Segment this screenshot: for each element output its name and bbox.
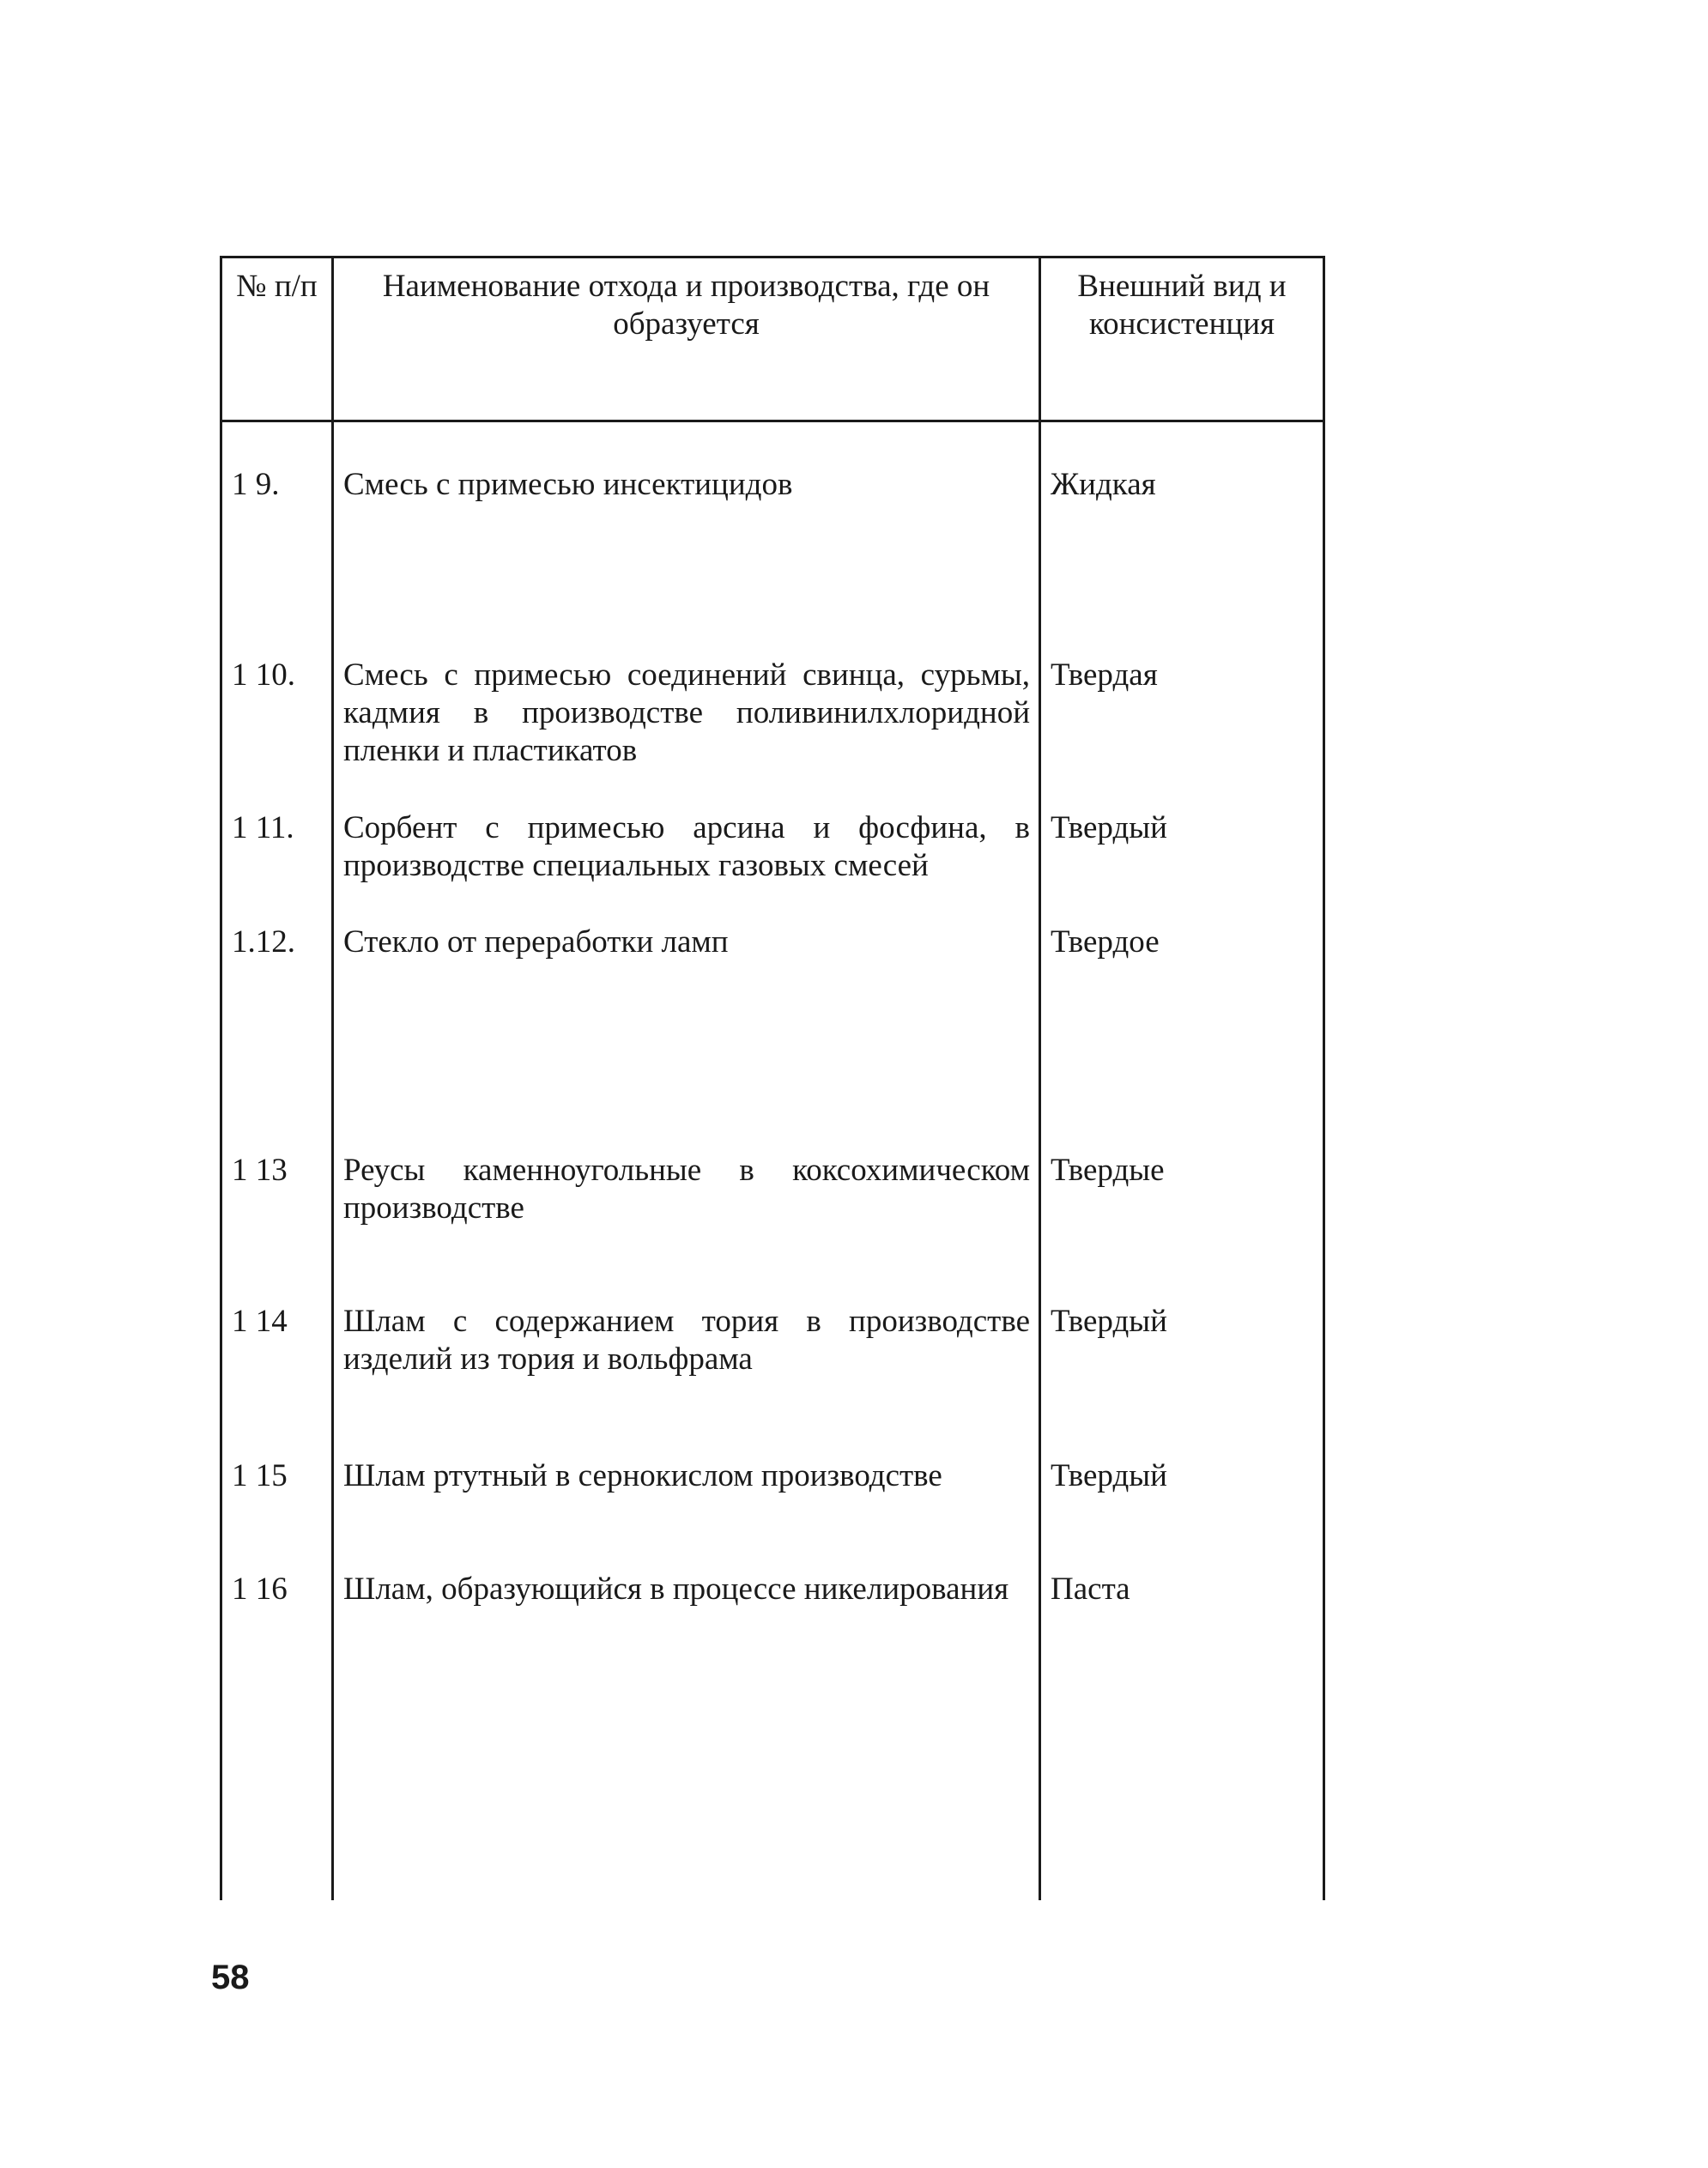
row-number: 1 9. [232, 467, 280, 502]
row-name: Сорбент с примесью арсина и фосфина, в производстве специальных газовых смесей [343, 810, 1030, 883]
row-number: 1 14 [232, 1304, 288, 1339]
row-name: Шлам, образующийся в процессе никелирования [343, 1571, 1009, 1607]
header-number: № п/п [236, 269, 318, 304]
row-name: Шлам ртутный в сернокислом производстве [343, 1458, 942, 1493]
row-number: 1 13 [232, 1153, 288, 1188]
row-appearance: Твердый [1051, 810, 1167, 845]
header-appearance: Внешний вид и консистенция [1077, 269, 1287, 342]
row-appearance: Твердое [1051, 924, 1160, 960]
row-appearance: Твердый [1051, 1304, 1167, 1339]
row-number: 1 10. [232, 657, 295, 693]
row-number: 1 16 [232, 1571, 288, 1607]
left-border [220, 256, 222, 1900]
row-appearance: Твердый [1051, 1458, 1167, 1493]
column-divider-1 [331, 256, 334, 1900]
row-appearance: Паста [1051, 1571, 1130, 1607]
row-appearance: Твердая [1051, 657, 1158, 693]
header-divider [220, 420, 1325, 422]
table-top-border [220, 256, 1325, 258]
row-appearance: Твердые [1051, 1153, 1165, 1188]
row-name: Шлам с содержанием тория в производстве изделий из тория и вольфрама [343, 1304, 1030, 1377]
row-name: Смесь с примесью соединений свинца, сурьмы, кадмия в производстве поливинилхлоридной пленки и пластикатов [343, 657, 1030, 768]
header-name: Наименование отхода и производства, где он образуется [382, 269, 990, 342]
row-name: Реусы каменноугольные в коксохимическом производстве [343, 1153, 1030, 1226]
row-name: Смесь с примесью инсектицидов [343, 467, 793, 502]
row-number: 1 15 [232, 1458, 288, 1493]
row-appearance: Жидкая [1051, 467, 1156, 502]
page-number: 58 [211, 1959, 250, 1996]
column-divider-2 [1039, 256, 1041, 1900]
right-border [1323, 256, 1325, 1900]
row-number: 1 11. [232, 810, 294, 845]
waste-table [220, 256, 1325, 1900]
row-number: 1.12. [232, 924, 295, 960]
row-name: Стекло от переработки ламп [343, 924, 729, 960]
